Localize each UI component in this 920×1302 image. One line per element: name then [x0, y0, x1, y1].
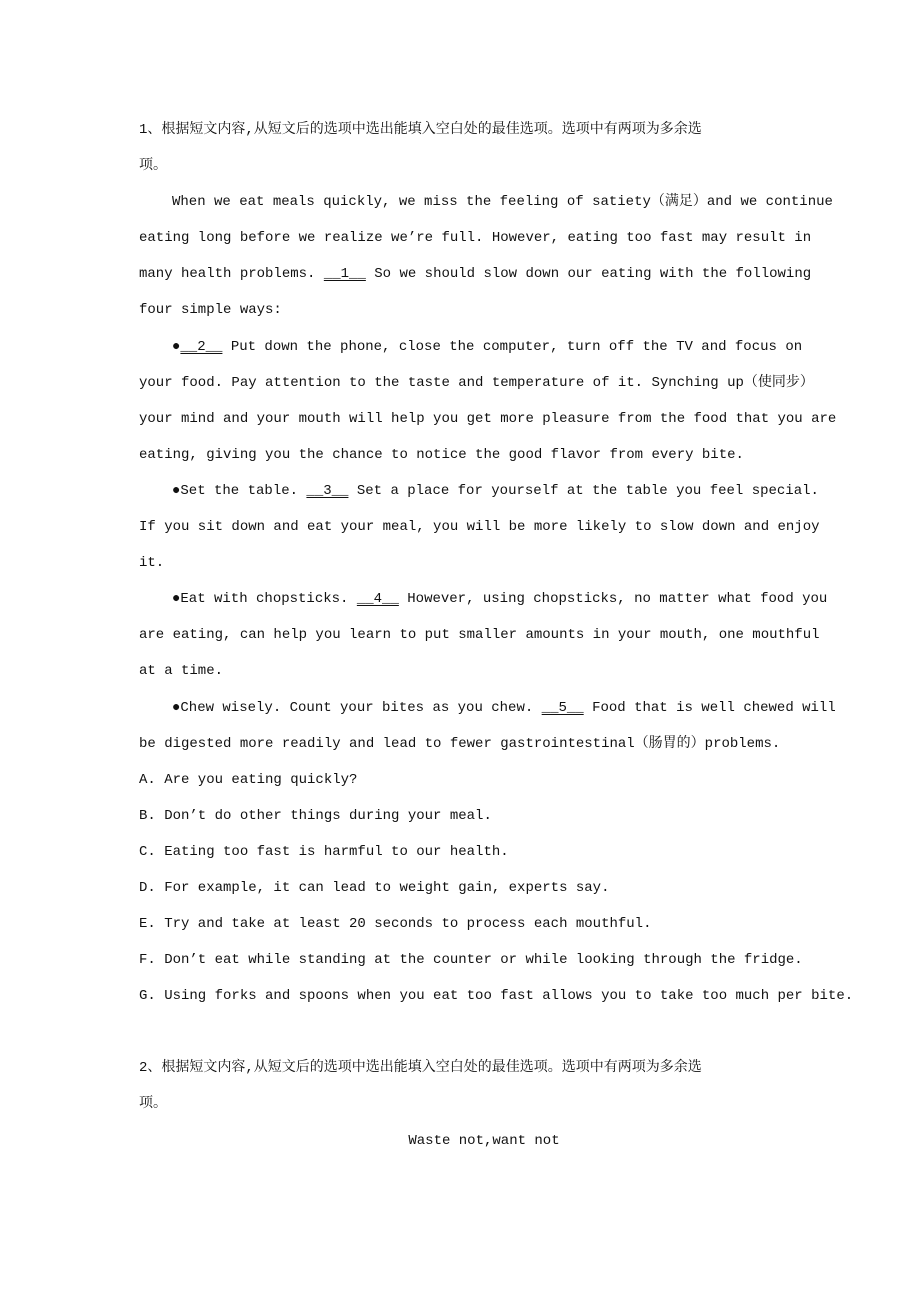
text-segment: it.	[139, 555, 165, 572]
text-line	[139, 798, 829, 834]
text-segment: A. Are you eating quickly?	[139, 771, 358, 788]
text-segment: ●Chew wisely. Count your bites as you chew.	[172, 699, 542, 716]
text-line	[139, 1050, 829, 1086]
text-segment: G. Using forks and spoons when you eat too fast allows you to take too much per bite.	[139, 988, 854, 1005]
text-line	[139, 509, 829, 545]
text-segment: eating long before we realize we’re full. However, eating too fast may result in	[139, 230, 812, 247]
text-segment: are eating, can help you learn to put smaller amounts in your mouth, one mouthful	[139, 627, 820, 644]
answer-blank: __5__	[541, 699, 584, 716]
text-line	[139, 906, 829, 942]
text-line	[139, 1086, 829, 1122]
text-segment: 项。	[139, 158, 167, 175]
text-segment: Food that is well chewed will	[583, 699, 836, 716]
text-segment: 1、根据短文内容,从短文后的选项中选出能填入空白处的最佳选项。选项中有两项为多余选	[139, 122, 702, 138]
document-body	[139, 112, 854, 1159]
text-line	[139, 184, 833, 220]
answer-blank: __2__	[180, 338, 223, 355]
text-line	[139, 617, 829, 653]
text-line	[139, 581, 829, 617]
text-line	[139, 437, 829, 473]
text-segment: be digested more readily and lead to fewer gastrointestinal（肠胃的）problems.	[139, 735, 781, 752]
answer-blank: __1__	[323, 266, 366, 283]
text-line	[139, 401, 837, 437]
text-line	[139, 653, 829, 689]
text-line	[139, 870, 829, 906]
text-segment: many health problems.	[139, 266, 324, 283]
text-line	[139, 292, 829, 328]
text-segment: at a time.	[139, 663, 224, 680]
text-segment: eating, giving you the chance to notice the good flavor from every bite.	[139, 446, 744, 463]
text-line	[139, 762, 829, 798]
text-segment: When we eat meals quickly, we miss the feeling of satiety（满足）and we continue	[172, 194, 833, 211]
text-segment: your mind and your mouth will help you get more pleasure from the food that you are	[139, 410, 837, 427]
text-segment: ●Eat with chopsticks.	[172, 591, 357, 608]
text-line	[139, 690, 836, 726]
text-segment: Put down the phone, close the computer, turn off the TV and focus on	[222, 338, 803, 355]
text-segment: E. Try and take at least 20 seconds to process each mouthful.	[139, 916, 652, 933]
text-segment: four simple ways:	[139, 302, 282, 319]
text-segment: ●Set the table.	[172, 482, 307, 499]
answer-blank: __3__	[306, 482, 349, 499]
text-segment: C. Eating too fast is harmful to our health.	[139, 843, 509, 860]
passage-title	[139, 1123, 829, 1159]
text-line	[139, 942, 829, 978]
text-line	[139, 112, 829, 148]
text-segment: Waste not,want not	[408, 1132, 560, 1149]
text-line	[139, 329, 829, 365]
text-line	[139, 220, 829, 256]
text-segment: Set a place for yourself at the table you feel special.	[348, 482, 819, 499]
text-line	[139, 978, 854, 1014]
text-segment: your food. Pay attention to the taste and temperature of it. Synching up（使同步）	[139, 374, 814, 391]
text-line	[139, 365, 829, 401]
text-segment: F. Don’t eat while standing at the counter or while looking through the fridge.	[139, 952, 803, 969]
text-line	[139, 834, 829, 870]
text-line	[139, 726, 829, 762]
text-segment: B. Don’t do other things during your meal.	[139, 807, 492, 824]
text-line	[139, 473, 829, 509]
text-segment: If you sit down and eat your meal, you will be more likely to slow down and enjoy	[139, 519, 820, 536]
text-segment: ●	[172, 338, 181, 355]
text-line	[139, 545, 829, 581]
text-segment: So we should slow down our eating with the following	[365, 266, 812, 283]
text-segment: 2、根据短文内容,从短文后的选项中选出能填入空白处的最佳选项。选项中有两项为多余选	[139, 1060, 702, 1077]
section-gap	[139, 1014, 829, 1050]
text-line	[139, 148, 829, 184]
text-line	[139, 256, 829, 292]
text-segment: D. For example, it can lead to weight gain, experts say.	[139, 879, 610, 896]
text-segment: 项。	[139, 1096, 167, 1113]
text-segment: However, using chopsticks, no matter what food you	[398, 591, 828, 608]
answer-blank: __4__	[356, 591, 399, 608]
